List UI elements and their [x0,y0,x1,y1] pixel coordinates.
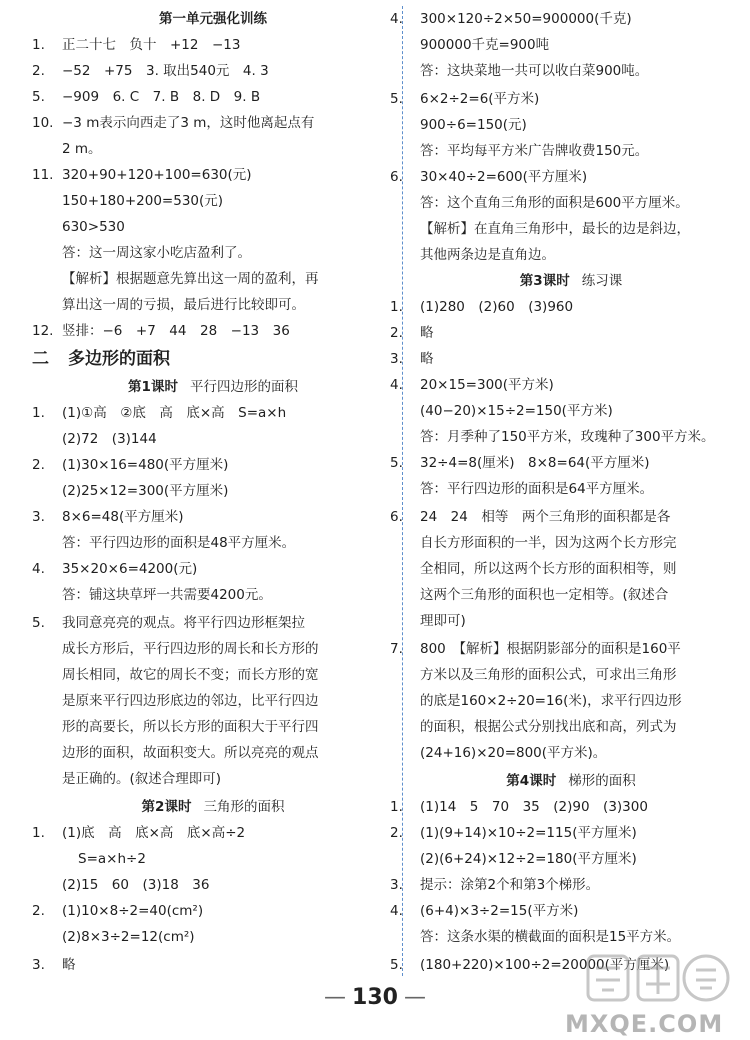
answer-text: 这两个三角形的面积也一定相等。(叙述合 [420,587,669,603]
answer-text: (1)280 (2)60 (3)960 [420,299,574,315]
answer-text: (40−20)×15÷2=150(平方米) [420,403,613,419]
answer-text: 边形的面积，故面积变大。所以亮亮的观点 [62,745,319,761]
answer-text: 答：平行四边形的面积是64平方厘米。 [420,481,654,497]
item-number: 11. [32,167,54,183]
analysis-text: 的底是160×2÷20=16(米)，求平行四边形 [420,693,682,709]
item-number: 3. [32,509,45,525]
item-number: 1. [32,825,45,841]
item-number: 1. [390,799,403,815]
answer-text: 答：月季种了150平方米，玫瑰种了300平方米。 [420,429,715,445]
answer-text: 150+180+200=530(元) [62,193,224,209]
lesson-heading [390,272,750,292]
answer-text: (2)25×12=300(平方厘米) [62,483,229,499]
item-number: 5. [390,455,403,471]
lesson-heading-inner [32,798,394,816]
answer-text: 全相同，所以这两个长方形的面积相等，则 [420,561,677,577]
item-number: 7. [390,641,403,657]
watermark-text: MXQE.COM [565,1010,724,1038]
answer-text: −3 m表示向西走了3 m，这时他离起点有 [62,115,315,131]
item-number: 2. [390,825,403,841]
page-number-dash-right: — [403,985,426,1010]
page-number-value: 130 [352,985,398,1010]
answer-text: 30×40÷2=600(平方厘米) [420,169,588,185]
item-number: 2. [32,903,45,919]
item-number: 5. [32,615,45,631]
lesson-number: 第2课时 [141,799,192,815]
answer-text: 略 [420,325,434,341]
item-number: 10. [32,115,54,131]
answer-text: 900000千克=900吨 [420,37,550,53]
item-number: 12. [32,323,54,339]
answer-text: 900÷6=150(元) [420,117,527,133]
answer-text: 是原来平行四边形底边的邻边，比平行四边 [62,693,319,709]
lesson-number: 第3课时 [519,273,570,289]
item-number: 3. [32,957,45,973]
answer-text: −52 +75 3. 取出540元 4. 3 [62,63,269,79]
answer-text: (1)30×16=480(平方厘米) [62,457,229,473]
answer-text: (6+4)×3÷2=15(平方米) [420,903,579,919]
answer-text: (2)8×3÷2=12(cm²) [62,929,195,945]
answer-text: (1)10×8÷2=40(cm²) [62,903,204,919]
item-number: 1. [32,37,45,53]
item-number: 4. [32,561,45,577]
lesson-name: 平行四边形的面积 [189,379,298,395]
analysis-text: 算出这一周的亏损，最后进行比较即可。 [62,297,305,313]
item-number: 4. [390,903,403,919]
lesson-name: 梯形的面积 [568,773,636,789]
answer-text: (1)①高 ②底 高 底×高 S=a×h [62,405,287,421]
answer-text: (180+220)×100÷2=20000(平方厘米) [420,957,670,973]
item-number: 6. [390,509,403,525]
answer-text: (1)14 5 70 35 (2)90 (3)300 [420,799,648,815]
item-number: 6. [390,169,403,185]
answer-text: 20×15=300(平方米) [420,377,554,393]
answer-text: 成长方形后，平行四边形的周长和长方形的 [62,641,319,657]
answer-text: 2 m。 [62,141,102,157]
left-column [32,0,394,985]
answer-text: 630>530 [62,219,125,235]
item-number: 5. [390,957,403,973]
answer-text: (2)(6+24)×12÷2=180(平方厘米) [420,851,637,867]
lesson-number: 第4课时 [506,773,557,789]
answer-text: 正二十七 负十 +12 −13 [62,37,241,53]
answer-text: 8×6=48(平方厘米) [62,509,184,525]
lesson-heading [32,378,394,398]
answer-text: 答：平行四边形的面积是48平方厘米。 [62,535,296,551]
formula-text: S=a×h÷2 [78,851,146,867]
analysis-text: (24+16)×20=800(平方米)。 [420,745,607,761]
item-number: 4. [390,11,403,27]
answer-text: 答：铺这块草坪一共需要4200元。 [62,587,272,603]
answer-text: (1)底 高 底×高 底×高÷2 [62,825,246,841]
lesson-name: 三角形的面积 [203,799,285,815]
answer-text: 35×20×6=4200(元) [62,561,198,577]
analysis-text: 【解析】根据题意先算出这一周的盈利，再 [62,271,319,287]
unit-title-row [32,10,394,30]
lesson-heading-inner [390,272,750,290]
answer-text: 竖排：−6 +7 44 28 −13 36 [62,323,290,339]
answer-text: 略 [62,957,76,973]
lesson-heading-inner [32,378,394,396]
answer-text: 800 【解析】根据阴影部分的面积是160平 [420,641,681,657]
analysis-text: 的面积，根据公式分别找出底和高，列式为 [420,719,677,735]
answer-text: (2)15 60 (3)18 36 [62,877,210,893]
item-number: 5. [32,89,45,105]
answer-text: 320+90+120+100=630(元) [62,167,252,183]
analysis-text: 【解析】在直角三角形中，最长的边是斜边， [420,221,690,237]
answer-text: 32÷4=8(厘米) 8×8=64(平方厘米) [420,455,650,471]
answer-text: (1)(9+14)×10÷2=115(平方厘米) [420,825,637,841]
section-heading-inner [32,350,170,368]
answer-text: 答：这个直角三角形的面积是600平方厘米。 [420,195,689,211]
lesson-heading-inner [390,772,750,790]
answer-text: 提示：涂第2个和第3个梯形。 [420,877,600,893]
item-number: 2. [390,325,403,341]
answer-text: 24 24 相等 两个三角形的面积都是各 [420,509,671,525]
section-title: 多边形的面积 [68,349,170,369]
answer-text: 答：平均每平方米广告牌收费150元。 [420,143,649,159]
answer-text: 理即可) [420,613,466,629]
lesson-name: 练习课 [581,273,623,289]
item-number: 5. [390,91,403,107]
unit-title: 第一单元强化训练 [159,11,267,27]
item-number: 2. [32,457,45,473]
answer-text: (2)72 (3)144 [62,431,157,447]
item-number: 1. [32,405,45,421]
answer-text: 我同意亮亮的观点。将平行四边形框架拉 [62,615,305,631]
analysis-text: 方米以及三角形的面积公式，可求出三角形 [420,667,677,683]
item-number: 1. [390,299,403,315]
answer-text: 自长方形面积的一半，因为这两个长方形完 [420,535,677,551]
answer-text: 是正确的。(叙述合理即可) [62,771,222,787]
answer-text: 答：这条水渠的横截面的面积是15平方米。 [420,929,681,945]
analysis-text: 其他两条边是直角边。 [420,247,555,263]
item-number: 4. [390,377,403,393]
item-number: 3. [390,351,403,367]
answer-text: 6×2÷2=6(平方米) [420,91,540,107]
answer-text: 略 [420,351,434,367]
lesson-heading [32,798,394,818]
section-number: 二 [32,349,49,369]
answer-text: −909 6. C 7. B 8. D 9. B [62,89,261,105]
right-column [390,0,750,985]
answer-text: 答：这块菜地一共可以收白菜900吨。 [420,63,649,79]
answer-text: 形的高要长，所以长方形的面积大于平行四 [62,719,319,735]
lesson-heading [390,772,750,792]
lesson-number: 第1课时 [128,379,178,395]
page-number-dash-left: — [324,985,347,1010]
item-number: 3. [390,877,403,893]
answer-text: 周长相同，故它的周长不变；而长方形的宽 [62,667,319,683]
item-number: 2. [32,63,45,79]
answer-text: 答：这一周这家小吃店盈利了。 [62,245,251,261]
answer-text: 300×120÷2×50=900000(千克) [420,11,632,27]
